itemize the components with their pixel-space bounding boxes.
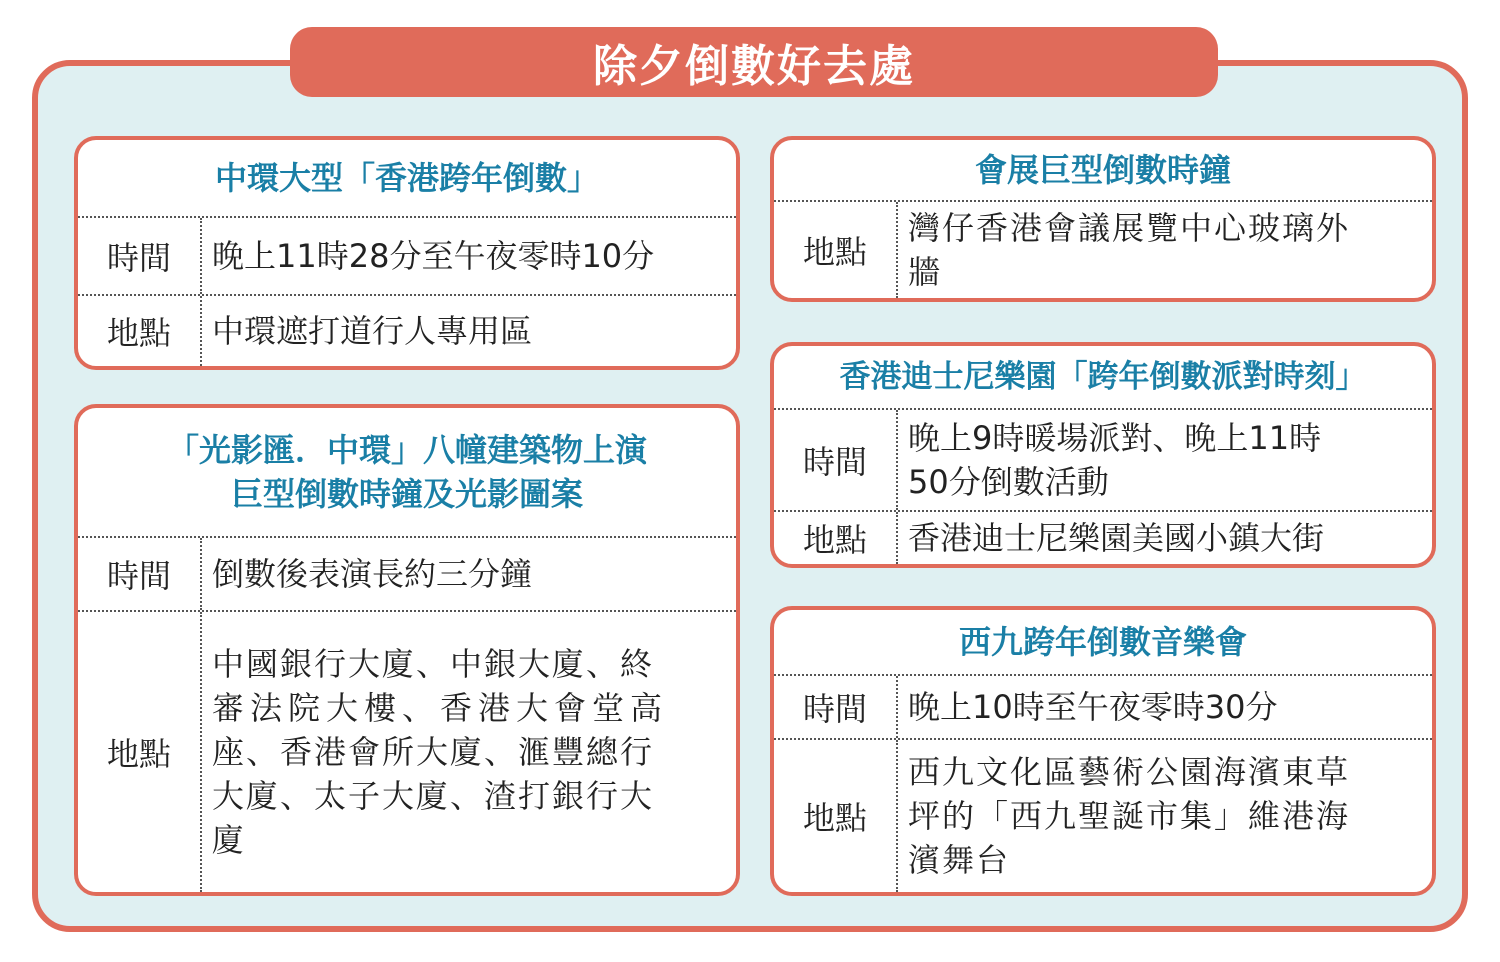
time-row <box>774 676 1432 738</box>
card-title-line: 「光影匯．中環」八幢建築物上演 <box>166 431 647 469</box>
card-title-text: 西九跨年倒數音樂會 <box>958 623 1247 661</box>
time-label: 時間 <box>78 218 202 294</box>
place-value <box>898 740 1432 892</box>
card-title <box>78 408 736 538</box>
place-line: 坪的「西九聖誕市集」維港海 <box>908 797 1351 835</box>
place-label: 地點 <box>774 512 898 564</box>
place-line: 審法院大樓、香港大會堂高 <box>212 689 669 727</box>
place-row <box>78 610 736 892</box>
time-value: 晚上10時至午夜零時30分 <box>908 688 1278 726</box>
card-central-countdown <box>74 136 740 370</box>
time-line: 50分倒數活動 <box>908 463 1109 501</box>
time-value <box>898 410 1432 510</box>
place-line: 廈 <box>212 821 247 859</box>
card-title-text: 中環大型「香港跨年倒數」 <box>214 159 599 197</box>
place-line: 座、香港會所大廈、滙豐總行 <box>212 733 655 771</box>
card-disneyland <box>770 342 1436 568</box>
place-value <box>202 612 736 892</box>
page-title: 除夕倒數好去處 <box>290 27 1218 97</box>
place-label: 地點 <box>774 202 898 298</box>
place-label: 地點 <box>78 612 202 892</box>
card-title <box>774 140 1432 202</box>
place-line: 中國銀行大廈、中銀大廈、終 <box>212 645 655 683</box>
place-label: 地點 <box>78 296 202 366</box>
card-west-kowloon <box>770 606 1436 896</box>
card-title-text: 香港迪士尼樂園「跨年倒數派對時刻」 <box>839 359 1367 395</box>
place-line: 灣仔香港會議展覽中心玻璃外 <box>908 209 1351 247</box>
place-line: 大廈、太子大廈、渣打銀行大 <box>212 777 655 815</box>
card-title-text: 會展巨型倒數時鐘 <box>974 151 1231 189</box>
place-row <box>774 202 1432 298</box>
place-row <box>774 510 1432 564</box>
card-title-line: 巨型倒數時鐘及光影圖案 <box>230 475 583 513</box>
time-label: 時間 <box>78 538 202 610</box>
time-label: 時間 <box>774 410 898 510</box>
card-title <box>774 610 1432 676</box>
card-title <box>78 140 736 218</box>
place-row <box>78 294 736 366</box>
place-value: 香港迪士尼樂園美國小鎮大街 <box>908 519 1325 557</box>
place-value: 中環遮打道行人專用區 <box>212 312 533 350</box>
time-line: 晚上9時暖場派對、晚上11時 <box>908 419 1322 457</box>
place-row <box>774 738 1432 892</box>
time-row <box>78 538 736 610</box>
place-label: 地點 <box>774 740 898 892</box>
time-row <box>774 410 1432 510</box>
card-convention-clock <box>770 136 1436 302</box>
place-line: 西九文化區藝術公園海濱東草 <box>908 753 1351 791</box>
place-value <box>898 202 1432 298</box>
card-title <box>774 346 1432 410</box>
time-row <box>78 218 736 294</box>
card-light-show <box>74 404 740 896</box>
time-value: 晚上11時28分至午夜零時10分 <box>212 237 655 275</box>
place-line: 牆 <box>908 253 943 291</box>
place-line: 濱舞台 <box>908 841 1011 879</box>
time-value: 倒數後表演長約三分鐘 <box>212 555 533 593</box>
time-label: 時間 <box>774 676 898 738</box>
